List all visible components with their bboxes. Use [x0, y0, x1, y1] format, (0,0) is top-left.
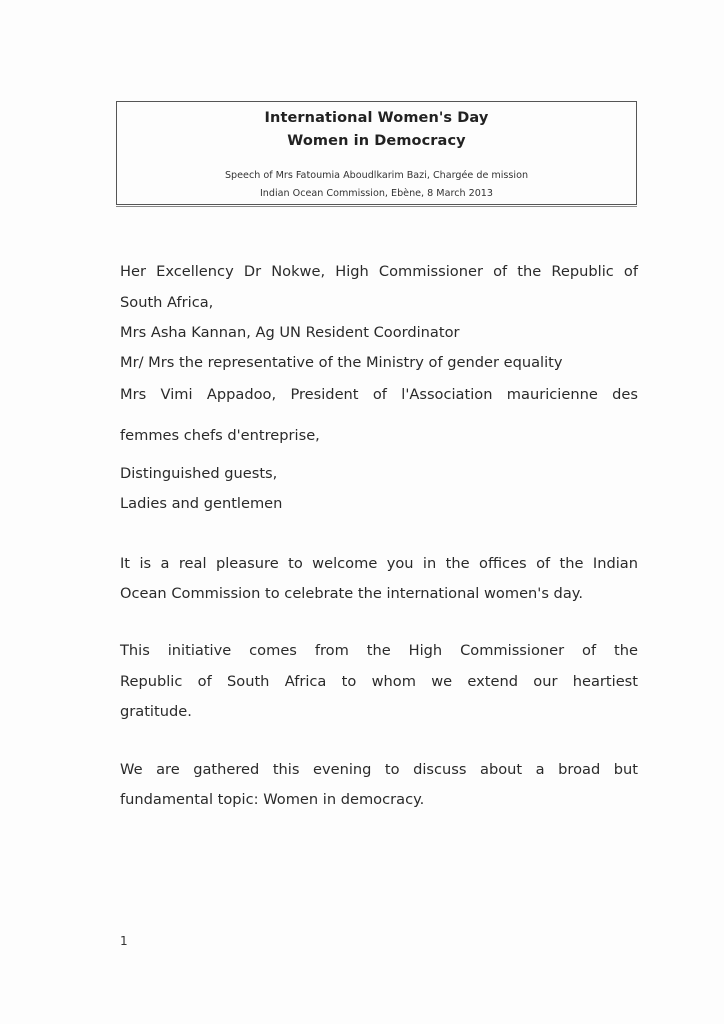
salutation-line: Distinguished guests, — [120, 465, 278, 482]
salutation-line: Ladies and gentlemen — [120, 495, 283, 512]
salutation-line: Mrs Vimi Appadoo, President of l'Association mauricienne des — [120, 386, 638, 403]
salutation-line: Mrs Asha Kannan, Ag UN Resident Coordinator — [120, 324, 460, 341]
salutation-line: femmes chefs d'entreprise, — [120, 427, 320, 444]
salutation-line: Her Excellency Dr Nokwe, High Commissioner of the Republic of — [120, 263, 638, 280]
speaker-line: Speech of Mrs Fatoumia Aboudlkarim Bazi, Chargée de mission — [224, 170, 529, 181]
body-paragraph-line: gratitude. — [120, 703, 192, 720]
salutation-line: South Africa, — [120, 294, 214, 311]
header-box — [116, 101, 637, 205]
body-paragraph-line: This initiative comes from the High Commissioner of the — [120, 642, 638, 659]
venue-line: Indian Ocean Commission, Ebène, 8 March 2013 — [259, 188, 494, 199]
body-paragraph-line: We are gathered this evening to discuss about a broad but — [120, 761, 638, 778]
body-paragraph-line: Republic of South Africa to whom we extend our heartiest — [120, 673, 638, 690]
page-number: 1 — [120, 934, 128, 948]
body-paragraph-line: It is a real pleasure to welcome you in the offices of the Indian — [120, 555, 638, 572]
document-title: International Women's Day — [264, 110, 489, 126]
salutation-line: Mr/ Mrs the representative of the Ministry of gender equality — [120, 354, 563, 371]
body-paragraph-line: fundamental topic: Women in democracy. — [120, 791, 425, 808]
body-paragraph-line: Ocean Commission to celebrate the international women's day. — [120, 585, 583, 602]
document-subtitle: Women in Democracy — [287, 133, 466, 149]
